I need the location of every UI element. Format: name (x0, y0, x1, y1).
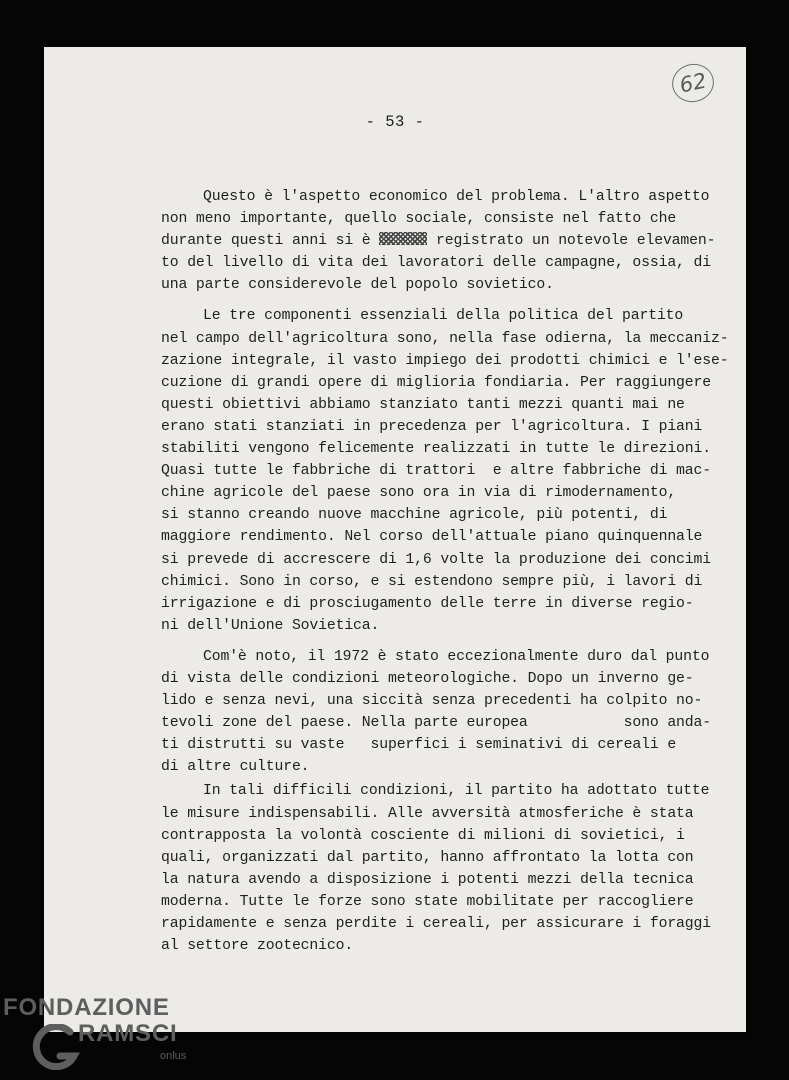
text-line: nel campo dell'agricoltura sono, nella fase odierna, la meccaniz- (161, 330, 729, 347)
text-line: ni dell'Unione Sovietica. (161, 617, 380, 634)
text-line: questi obiettivi abbiamo stanziato tanti mezzi quanti mai ne (161, 396, 685, 413)
text-line: rapidamente e senza perdite i cereali, per assicurare i foraggi (161, 916, 711, 932)
text-line: moderna. Tutte le forze sono state mobilitate per raccogliere (161, 893, 694, 910)
text-line: si prevede di accrescere di 1,6 volte la produzione dei concimi (161, 551, 711, 568)
text-line: quali, organizzati dal partito, hanno affrontato la lotta con (161, 849, 694, 866)
fondazione-gramsci-watermark (0, 990, 200, 1080)
text-line-part: registrato un notevole elevamen- (427, 233, 716, 250)
text-line: chine agricole del paese sono ora in via di rimodernamento, (161, 485, 677, 502)
text-line: erano stati stanziati in precedenza per l'agricoltura. I piani (161, 418, 703, 435)
text-line: una parte considerevole del popolo sovietico. (161, 277, 554, 294)
text-line: cuzione di grandi opere di miglioria fondiaria. Per raggiungere (161, 374, 711, 391)
watermark-line-1: FONDAZIONE (3, 994, 170, 1021)
text-line: maggiore rendimento. Nel corso dell'attuale piano quinquennale (161, 529, 703, 546)
paragraph-4 (161, 780, 741, 957)
text-line: di altre culture. (161, 759, 310, 776)
text-line: ti distrutti su vaste superfici i seminativi di cereali e (161, 737, 677, 754)
text-line: al settore zootecnico. (161, 938, 354, 955)
text-line: si stanno creando nuove macchine agricole, più potenti, di (161, 507, 668, 524)
archive-number-annotation: 62 (669, 60, 718, 106)
text-line: zazione integrale, il vasto impiego dei prodotti chimici e l'ese- (161, 352, 729, 369)
text-line: Quasi tutte le fabbriche di trattori e altre fabbriche di mac- (161, 463, 711, 480)
text-line: Questo è l'aspetto economico del problema. L'altro aspetto (203, 189, 710, 205)
paragraph-2 (161, 305, 741, 636)
text-line: la natura avendo a disposizione i potenti mezzi della tecnica (161, 871, 694, 888)
text-line: In tali difficili condizioni, il partito ha adottato tutte (203, 783, 710, 800)
text-line: chimici. Sono in corso, e si estendono sempre più, i lavori di (161, 573, 703, 590)
text-line: le misure indispensabili. Alle avversità atmosferiche è stata (161, 805, 694, 822)
text-line: irrigazione e di prosciugamento delle terre in diverse regio- (161, 595, 694, 612)
text-line: Com'è noto, il 1972 è stato eccezionalmente duro dal punto (203, 648, 710, 665)
text-line: tevoli zone del paese. Nella parte europea sono anda- (161, 715, 711, 732)
page-number: - 53 - (365, 113, 425, 131)
paragraph-1 (161, 186, 741, 296)
watermark-line-2: RAMSCI (78, 1020, 178, 1047)
text-line: stabiliti vengono felicemente realizzati in tutte le direzioni. (161, 441, 711, 458)
text-line: to del livello di vita dei lavoratori delle campagne, ossia, di (161, 255, 711, 272)
struck-out-word (379, 232, 427, 245)
text-line-part: durante questi anni si è (161, 233, 380, 250)
text-line: lido e senza nevi, una siccità senza precedenti ha colpito no- (161, 693, 703, 710)
text-line: di vista delle condizioni meteorologiche. Dopo un inverno ge- (161, 670, 694, 687)
body-text (161, 186, 741, 957)
text-line: Le tre componenti essenziali della politica del partito (203, 308, 684, 325)
text-line: non meno importante, quello sociale, consiste nel fatto che (161, 211, 677, 228)
document-page (44, 47, 746, 1032)
paragraph-3 (161, 646, 741, 779)
watermark-subtitle: onlus (160, 1050, 187, 1062)
text-line: contrapposta la volontà cosciente di milioni di sovietici, i (161, 827, 685, 844)
text-line (161, 230, 741, 252)
